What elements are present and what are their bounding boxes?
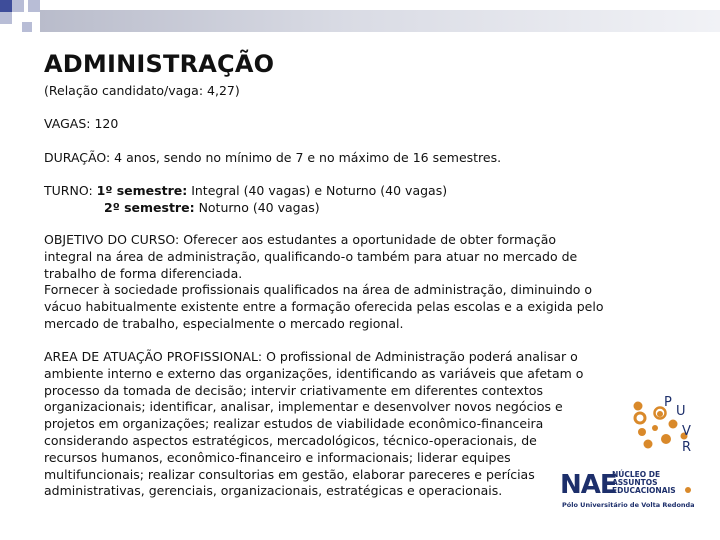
logo-letter-r: R	[682, 440, 692, 455]
objetivo-text-1: Oferecer aos estudantes a oportunidade de obter formação integral na área de administração, qualificando-o também para atuar no mercado de trabalho de forma diferenciada.	[44, 232, 578, 281]
page-title: ADMINISTRAÇÃO	[44, 50, 275, 78]
duracao-label: DURAÇÃO:	[44, 150, 111, 165]
turno-first-label: 1º semestre:	[96, 183, 188, 198]
area-section	[44, 349, 589, 500]
objetivo-text-2: Fornecer à sociedade profissionais qualificados na área de administração, diminuindo o vácuo habitualmente existente entre a formação oferecida pelas escolas e a exigida pelo mercado de trabalho, especialmente o mercado regional.	[44, 282, 604, 331]
nae-sub-line-1: NÚCLEO DE	[612, 470, 661, 479]
nae-subtitle	[612, 471, 676, 495]
duracao-line	[44, 150, 501, 165]
nae-brand: NAE	[560, 470, 617, 500]
header-bar	[40, 10, 720, 32]
turno-second-value: Noturno (40 vagas)	[198, 200, 320, 215]
logo-letter-v: V	[682, 424, 691, 439]
nae-sub-line-2: ASSUNTOS	[612, 478, 658, 487]
turno-label: TURNO:	[44, 183, 93, 198]
objetivo-label: OBJETIVO DO CURSO:	[44, 232, 180, 247]
candidate-ratio: (Relação candidato/vaga: 4,27)	[44, 83, 240, 98]
vagas-label: VAGAS:	[44, 116, 91, 131]
duracao-value: 4 anos, sendo no mínimo de 7 e no máximo de 16 semestres.	[114, 150, 502, 165]
turno-second-label: 2º semestre:	[104, 200, 195, 215]
logo-letter-p: P	[664, 395, 672, 410]
area-text: O profissional de Administração poderá analisar o ambiente interno e externo das organizações, identificando as variáveis que afetam o processo da tomada de decisão; intervir criativamente em diferentes contextos organizacionais; identificar, analisar, implementar e desenvolver novos negócios e projetos em organizações; realizar estudos de viabilidade econômico-financeira considerando aspectos estratégicos, mercadológicos, técnico-operacionais, de recursos humanos, econômico-financeiro e informacionais; liderar equipes multifuncionais; realizar consultorias em gestão, elaborar pareceres e perícias administrativas, gerenciais, organizacionais, estratégicas e operacionais.	[44, 349, 584, 499]
logo-letter-u: U	[676, 404, 686, 419]
vagas-line	[44, 116, 118, 131]
area-label: AREA DE ATUAÇÃO PROFISSIONAL:	[44, 349, 263, 364]
turno-first-value: Integral (40 vagas) e Noturno (40 vagas)	[191, 183, 448, 198]
turno-line-2	[104, 200, 320, 215]
objetivo-section	[44, 232, 604, 333]
vagas-value: 120	[94, 116, 119, 131]
nae-footer: Pólo Universitário de Volta Redonda	[562, 501, 695, 509]
turno-line-1	[44, 183, 447, 198]
nae-sub-line-3: EDUCACIONAIS	[612, 486, 676, 495]
